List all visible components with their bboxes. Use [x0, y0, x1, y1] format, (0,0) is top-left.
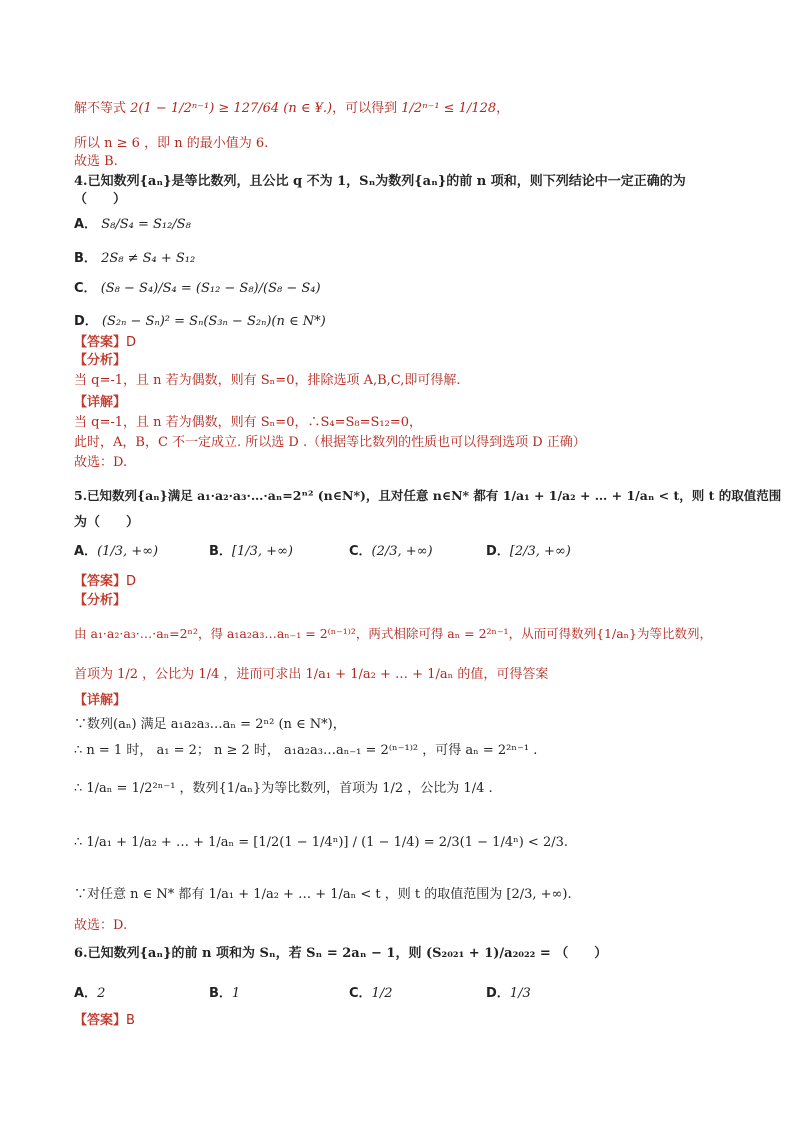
q4-option-a	[74, 216, 754, 234]
q4-option-c-label: C．	[74, 281, 97, 296]
q6-option-b	[209, 985, 240, 1003]
q4-answer-tag: 【答案】	[74, 335, 127, 350]
q5-option-d-text: [2/3, +∞)	[509, 544, 571, 559]
q5-analysis-2: 首项为 1/2 ，公比为 1/4 ，进而可求出 1/a₁ + 1/a₂ + … + 1/aₙ 的值，可得答案	[74, 667, 549, 682]
q5-option-b-text: [1/3, +∞)	[231, 544, 293, 559]
q4-detail-3: 故选：D.	[74, 455, 128, 470]
q5-answer-tag: 【答案】	[74, 574, 127, 589]
q4-option-d-text: (S₂ₙ − Sₙ)² = Sₙ(S₃ₙ − S₂ₙ)(n ∈ N*)	[101, 314, 326, 329]
top-line-1-end: ，	[496, 101, 510, 116]
q6-option-a-text: 2	[97, 986, 106, 1001]
q5-option-b-label: B．	[209, 544, 232, 559]
q6-option-b-text: 1	[231, 986, 241, 1001]
q5-option-d-label: D．	[486, 544, 510, 559]
top-line-2: 所以 n ≥ 6 ，即 n 的最小值为 6.	[74, 136, 269, 151]
top-line-1	[74, 100, 754, 118]
q6-option-c-label: C．	[349, 986, 372, 1001]
q5-detail-tag: 【详解】	[74, 693, 127, 708]
q4-option-d	[74, 313, 754, 331]
q6-answer-value: B	[126, 1013, 135, 1028]
q5-option-a-text: (1/3, +∞)	[97, 544, 159, 559]
q4-option-c	[74, 280, 754, 298]
q6-option-b-label: B．	[209, 986, 232, 1001]
q4-answer-value: D	[126, 335, 137, 350]
q6-option-c-text: 1/2	[371, 986, 393, 1001]
top-line-3: 故选 B.	[74, 154, 118, 169]
q5-detail-3: ∴ 1/aₙ = 1/2²ⁿ⁻¹ ，数列{1/aₙ}为等比数列，首项为 1/2 ，公比为 1/4 .	[74, 781, 493, 796]
top-line-1-mid: ，可以得到	[332, 101, 398, 116]
q5-option-b	[209, 543, 293, 561]
q5-detail-6: 故选：D.	[74, 918, 128, 933]
q6-option-d-label: D．	[486, 986, 510, 1001]
q5-option-a-label: A．	[74, 544, 98, 559]
q6-stem: 6.已知数列{aₙ}的前 n 项和为 Sₙ，若 Sₙ = 2aₙ − 1，则 (S₂₀₂₁ + 1)/a₂₀₂₂ = （ ）	[74, 946, 608, 961]
q5-detail-2: ∴ n = 1 时， a₁ = 2； n ≥ 2 时， a₁a₂a₃…aₙ₋₁ = 2⁽ⁿ⁻¹⁾² ，可得 aₙ = 2²ⁿ⁻¹ .	[74, 743, 538, 758]
top-line-1-prefix: 解不等式	[74, 101, 127, 116]
q4-option-b-label: B．	[74, 251, 97, 266]
top-line-1-expr2: 1/2ⁿ⁻¹ ≤ 1/128	[401, 101, 497, 116]
q6-option-a-label: A．	[74, 986, 98, 1001]
q4-option-b	[74, 250, 754, 268]
q6-answer-tag: 【答案】	[74, 1013, 127, 1028]
q6-option-d-text: 1/3	[509, 986, 531, 1001]
q6-option-c	[349, 985, 392, 1003]
q4-option-a-label: A．	[74, 217, 98, 232]
q4-analysis-tag: 【分析】	[74, 353, 127, 368]
q6-answer	[74, 1012, 754, 1030]
q4-option-a-text: S₈/S₄ = S₁₂/S₈	[101, 217, 191, 232]
top-line-1-expr: 2(1 − 1/2ⁿ⁻¹) ≥ 127/64 (n ∈ ¥.)	[130, 101, 333, 116]
q5-analysis-tag: 【分析】	[74, 593, 127, 608]
q4-option-c-text: (S₈ − S₄)/S₄ = (S₁₂ − S₈)/(S₈ − S₄)	[100, 281, 321, 296]
q4-paren: （ ）	[74, 192, 127, 207]
q5-analysis-1: 由 a₁·a₂·a₃·…·aₙ=2ⁿ²，得 a₁a₂a₃…aₙ₋₁ = 2⁽ⁿ⁻¹⁾²，两式相除可得 aₙ = 2²ⁿ⁻¹，从而可得数列{1/aₙ}为等比数列，	[74, 626, 713, 641]
q5-option-a	[74, 543, 158, 561]
q5-option-c-text: (2/3, +∞)	[371, 544, 433, 559]
q4-detail-1: 当 q=-1，且 n 若为偶数，则有 Sₙ=0，∴S₄=S₈=S₁₂=0，	[74, 415, 422, 430]
q4-detail-2: 此时，A，B，C 不一定成立. 所以选 D .（根据等比数列的性质也可以得到选项 D 正确）	[74, 435, 586, 450]
q4-option-b-text: 2S₈ ≠ S₄ + S₁₂	[101, 251, 196, 266]
q4-analysis: 当 q=-1，且 n 若为偶数，则有 Sₙ=0，排除选项 A,B,C,即可得解.	[74, 373, 461, 388]
q5-detail-5: ∵对任意 n ∈ N* 都有 1/a₁ + 1/a₂ + … + 1/aₙ < t ，则 t 的取值范围为 [2/3, +∞).	[74, 887, 572, 902]
q4-detail-tag: 【详解】	[74, 395, 127, 410]
q5-stem-1: 5.已知数列{aₙ}满足 a₁·a₂·a₃·…·aₙ=2ⁿ² (n∈N*)，且对任意 n∈N* 都有 1/a₁ + 1/a₂ + … + 1/aₙ < t，则 t 的取值范围	[74, 488, 782, 503]
q5-detail-1: ∵数列(aₙ) 满足 a₁a₂a₃…aₙ = 2ⁿ² (n ∈ N*)，	[74, 717, 346, 732]
q5-option-c	[349, 543, 433, 561]
q4-answer	[74, 334, 754, 352]
q5-stem-2: 为（ ）	[74, 515, 140, 530]
q5-option-d	[486, 543, 571, 561]
q5-answer	[74, 573, 754, 591]
q5-option-c-label: C．	[349, 544, 372, 559]
q6-option-a	[74, 985, 105, 1003]
q6-option-d	[486, 985, 531, 1003]
q5-answer-value: D	[126, 574, 137, 589]
q5-detail-4: ∴ 1/a₁ + 1/a₂ + … + 1/aₙ = [1/2(1 − 1/4ⁿ)] / (1 − 1/4) = 2/3(1 − 1/4ⁿ) < 2/3.	[74, 835, 569, 850]
q4-stem: 4.已知数列{aₙ}是等比数列，且公比 q 不为 1，Sₙ为数列{aₙ}的前 n 项和，则下列结论中一定正确的为	[74, 174, 686, 189]
q4-option-d-label: D．	[74, 314, 98, 329]
